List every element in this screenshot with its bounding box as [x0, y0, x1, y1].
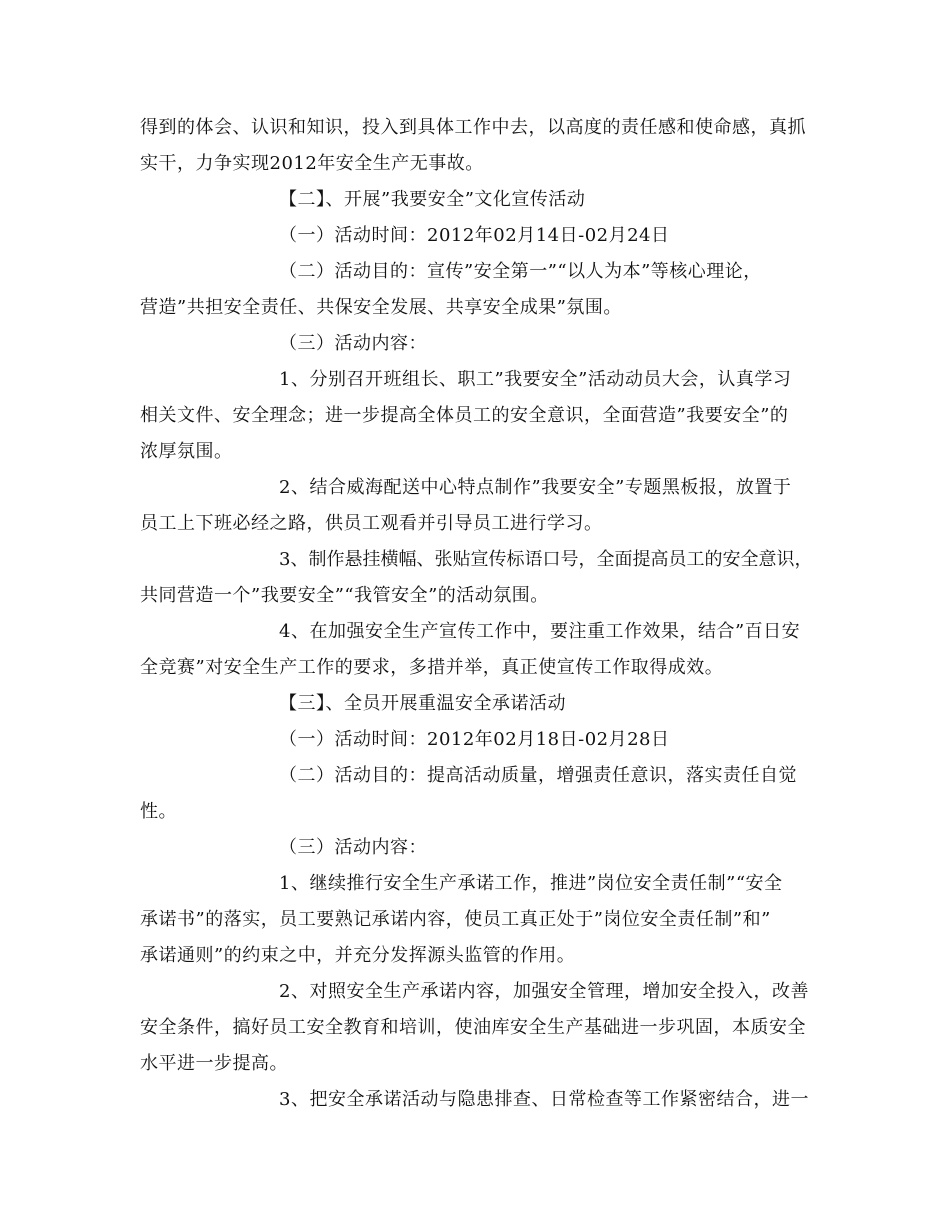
text-line-4: （一）活动时间：2012年02月14日-02月24日: [279, 225, 670, 246]
text-line-21: （三）活动内容：: [279, 837, 427, 858]
section-heading-2: 【二】、开展”我要安全”文化宣传活动: [279, 189, 586, 210]
text-line-14: 共同营造一个”我要安全”“我管安全”的活动氛围。: [140, 585, 549, 606]
text-line-15: 4、在加强安全生产宣传工作中，要注重工作效果，结合”百日安: [279, 621, 801, 642]
text-line-19: （二）活动目的：提高活动质量，增强责任意识，落实责任自觉: [279, 765, 797, 786]
text-line-24: 承诺通则”的约束之中，并充分发挥源头监管的作用。: [140, 945, 576, 966]
text-line-22: 1、继续推行安全生产承诺工作，推进”岗位安全责任制”“安全: [279, 873, 783, 894]
text-line-2: 实干，力争实现2012年安全生产无事故。: [140, 153, 484, 174]
text-line-25: 2、对照安全生产承诺内容，加强安全管理，增加安全投入，改善: [279, 981, 809, 1002]
text-line-6: 营造”共担安全责任、共保安全发展、共享安全成果”氛围。: [140, 297, 622, 318]
text-line-11: 2、结合威海配送中心特点制作”我要安全”专题黑板报，放置于: [279, 477, 792, 498]
text-line-9: 相关文件、安全理念；进一步提高全体员工的安全意识，全面营造”我要安全”的: [140, 405, 789, 426]
text-line-1: 得到的体会、认识和知识，投入到具体工作中去，以高度的责任感和使命感，真抓: [140, 117, 806, 138]
section-heading-3: 【三】、全员开展重温安全承诺活动: [279, 693, 566, 714]
text-line-28: 3、把安全承诺活动与隐患排查、日常检查等工作紧密结合，进一: [279, 1089, 809, 1110]
text-line-5: （二）活动目的：宣传”安全第一”“以人为本”等核心理论，: [279, 261, 762, 282]
text-line-16: 全竞赛”对安全生产工作的要求，多措并举，真正使宣传工作取得成效。: [140, 657, 724, 678]
text-line-26: 安全条件，搞好员工安全教育和培训，使油库安全生产基础进一步巩固，本质安全: [140, 1017, 806, 1038]
text-line-20: 性。: [140, 801, 177, 822]
text-line-13: 3、制作悬挂横幅、张贴宣传标语口号，全面提高员工的安全意识，: [279, 549, 813, 570]
text-line-7: （三）活动内容：: [279, 333, 427, 354]
text-line-18: （一）活动时间：2012年02月18日-02月28日: [279, 729, 670, 750]
text-line-12: 员工上下班必经之路，供员工观看并引导员工进行学习。: [140, 513, 603, 534]
text-line-23: 承诺书”的落实，员工要熟记承诺内容，使员工真正处于”岗位安全责任制”和”: [140, 909, 771, 930]
text-line-8: 1、分别召开班组长、职工”我要安全”活动动员大会，认真学习: [279, 369, 792, 390]
text-line-10: 浓厚氛围。: [140, 441, 233, 462]
text-line-27: 水平进一步提高。: [140, 1053, 288, 1074]
